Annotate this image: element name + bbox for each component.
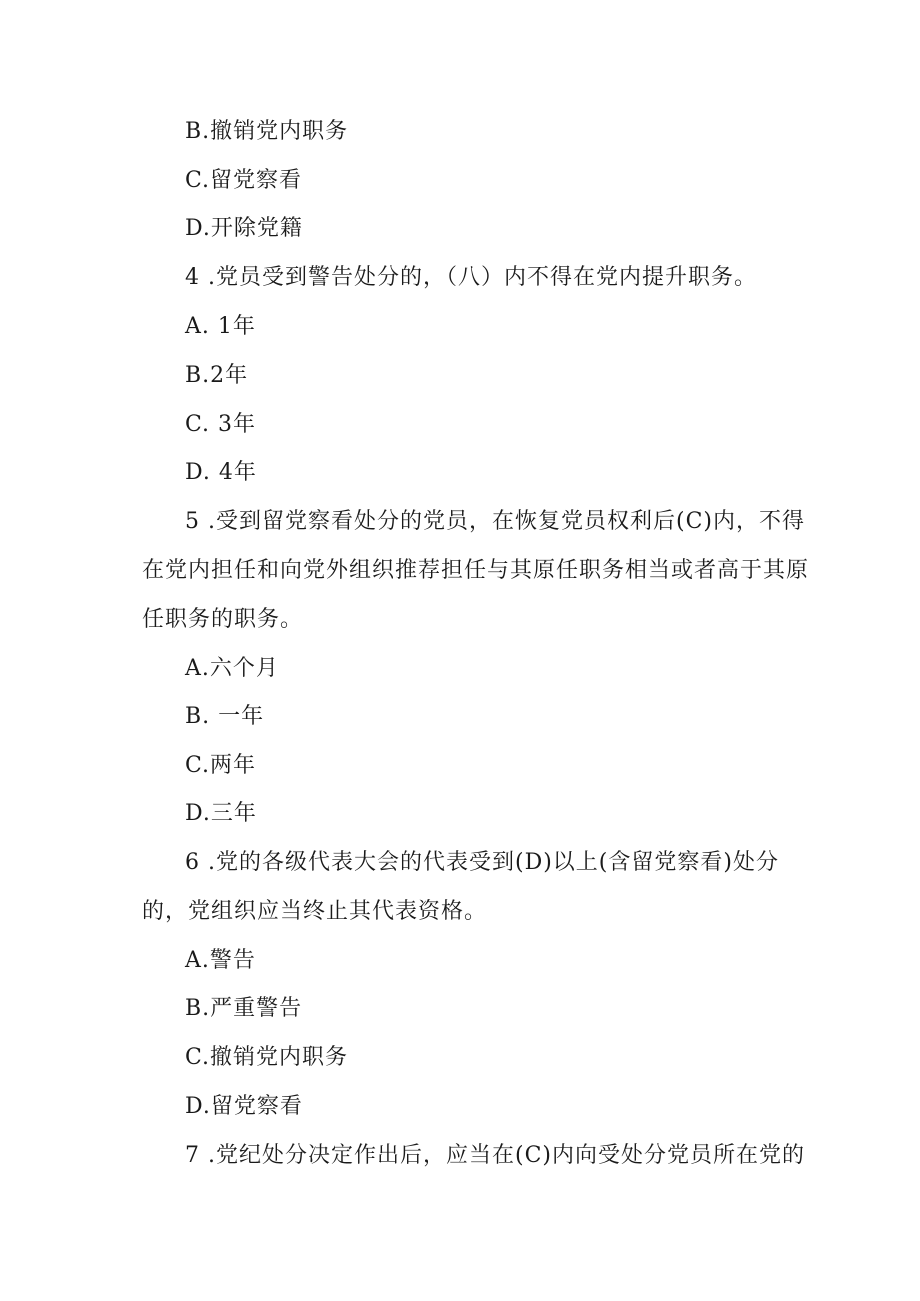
question-7-line-1: 7 .党纪处分决定作出后，应当在(C)内向受处分党员所在党的 bbox=[185, 1143, 805, 1168]
option-c-q3: C.留党察看 bbox=[185, 168, 303, 193]
option-c-q4: C. 3年 bbox=[185, 412, 257, 437]
option-d-q5: D.三年 bbox=[185, 801, 257, 826]
question-4: 4 .党员受到警告处分的，（八）内不得在党内提升职务。 bbox=[185, 265, 757, 290]
option-c-q5: C.两年 bbox=[185, 753, 257, 778]
question-5-line-1: 5 .受到留党察看处分的党员，在恢复党员权利后(C)内，不得 bbox=[185, 509, 805, 534]
option-a-q5: A.六个月 bbox=[185, 656, 279, 681]
option-c-q6: C.撤销党内职务 bbox=[185, 1045, 349, 1070]
option-b-q4: B.2年 bbox=[185, 363, 249, 388]
option-d-q3: D.开除党籍 bbox=[185, 216, 303, 241]
question-6-line-2: 的，党组织应当终止其代表资格。 bbox=[142, 899, 488, 924]
question-5-line-3: 任职务的职务。 bbox=[142, 607, 304, 632]
option-b-q6: B.严重警告 bbox=[185, 996, 303, 1021]
option-a-q4: A. 1年 bbox=[185, 314, 256, 339]
option-a-q6: A.警告 bbox=[185, 948, 256, 973]
question-5-line-2: 在党内担任和向党外组织推荐担任与其原任职务相当或者高于其原 bbox=[142, 558, 810, 583]
option-d-q6: D.留党察看 bbox=[185, 1094, 303, 1119]
option-b-q5: B. 一年 bbox=[185, 704, 265, 729]
option-d-q4: D. 4年 bbox=[185, 460, 257, 485]
question-6-line-1: 6 .党的各级代表大会的代表受到(D)以上(含留党察看)处分 bbox=[185, 850, 779, 875]
option-b-q3: B.撤销党内职务 bbox=[185, 119, 349, 144]
